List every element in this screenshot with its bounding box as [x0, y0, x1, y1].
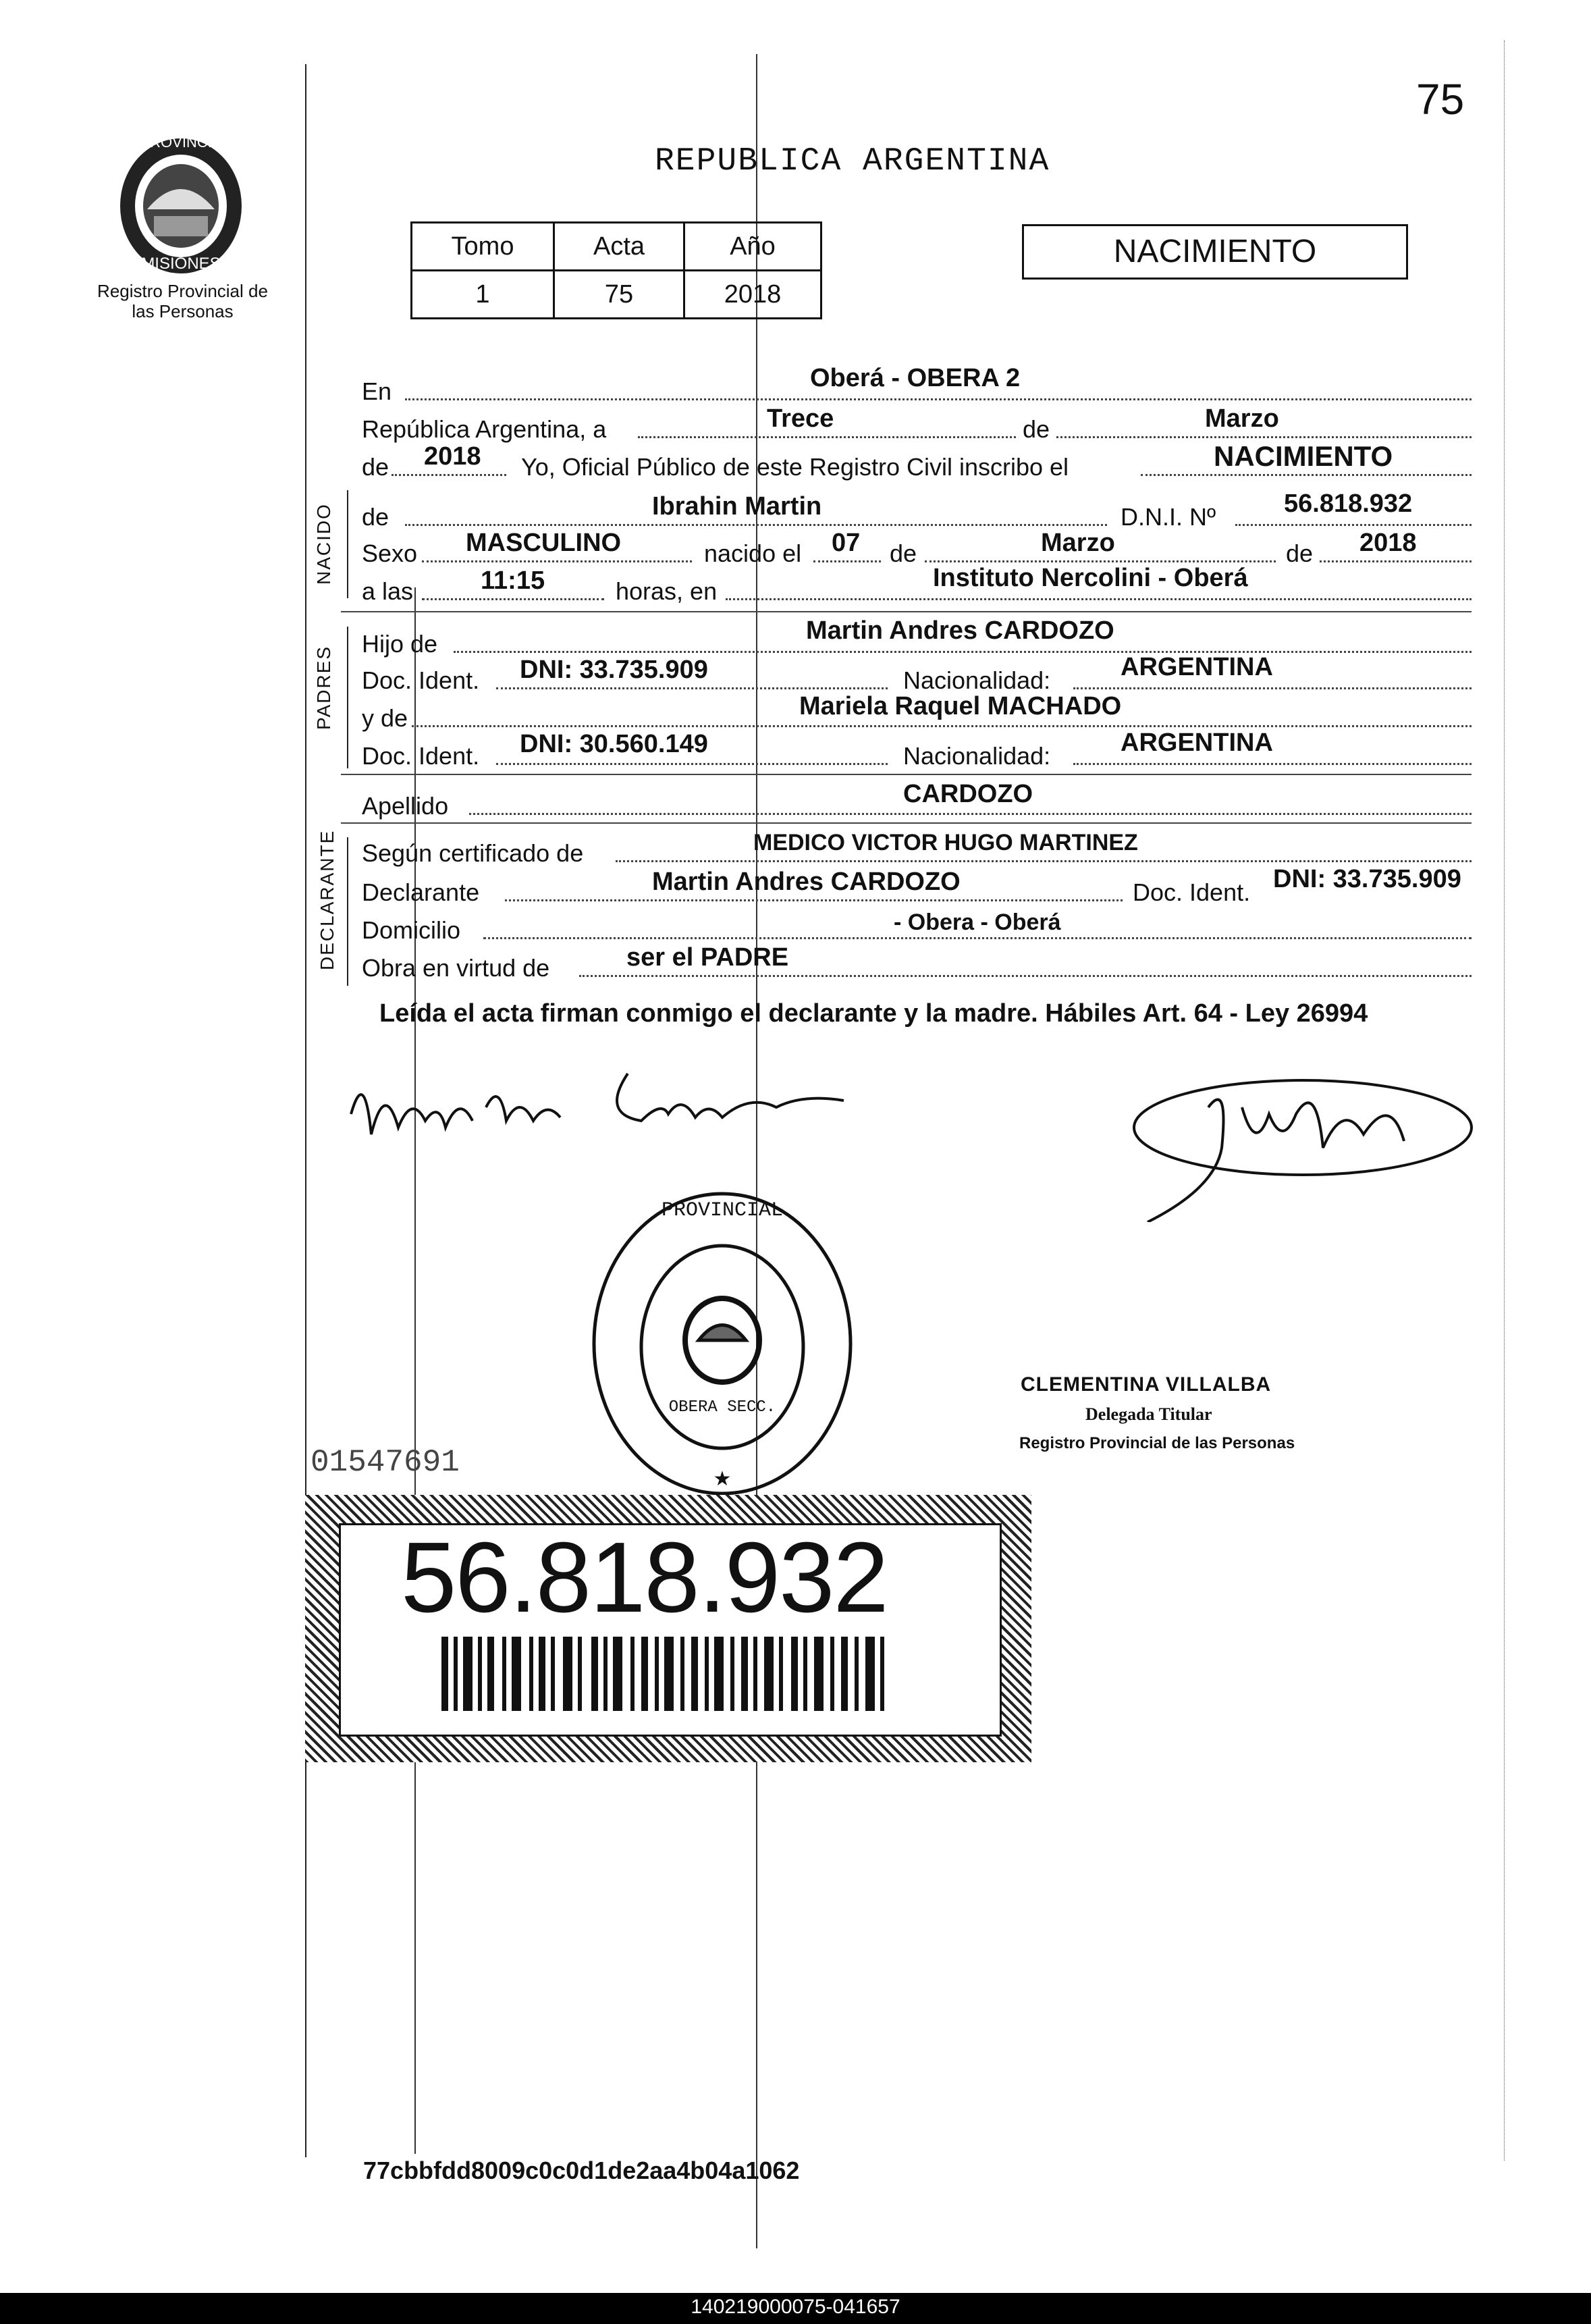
label-doc-ident-madre: Doc. Ident. [362, 742, 480, 770]
dotted-line [1235, 524, 1472, 526]
label-yo-oficial: Yo, Oficial Público de este Registro Civil inscribo el [521, 453, 1069, 481]
label-obra-virtud: Obra en virtud de [362, 954, 550, 982]
value-nombre: Ibrahin Martin [652, 492, 822, 521]
value-anio-nac: 2018 [1359, 529, 1417, 557]
dotted-line [422, 560, 692, 562]
svg-text:★: ★ [713, 1468, 732, 1490]
label-de3: de [1286, 539, 1314, 567]
dotted-line [1141, 474, 1472, 476]
tomo-acta-anio-table [410, 221, 822, 319]
label-nacionalidad-padre: Nacionalidad: [903, 666, 1051, 694]
value-certificado: MEDICO VICTOR HUGO MARTINEZ [753, 830, 1138, 855]
value-mes: Marzo [1205, 404, 1279, 433]
declarante-signature [344, 1053, 871, 1168]
label-declarante: Declarante [362, 878, 480, 906]
section-divider [341, 611, 1472, 612]
dotted-line [469, 813, 1472, 815]
value-apellido: CARDOZO [903, 780, 1033, 808]
header-tomo: Tomo [412, 223, 554, 271]
dotted-line [405, 398, 1472, 400]
dotted-line [1073, 763, 1472, 765]
label-segun-certificado: Según certificado de [362, 839, 584, 867]
value-madre-nac: ARGENTINA [1121, 729, 1273, 757]
logo-caption: Registro Provincial de las Personas [97, 281, 268, 321]
official-signature [1121, 1053, 1485, 1222]
value-anio: 2018 [684, 271, 821, 319]
stamp-official-org: Registro Provincial de las Personas [1019, 1434, 1295, 1452]
page-number: 75 [1416, 75, 1465, 124]
dotted-line [1320, 560, 1472, 562]
stamp-official-role: Delegada Titular [1085, 1404, 1212, 1424]
value-domicilio: - Obera - Oberá [894, 909, 1061, 935]
value-lugar-nac: Instituto Nercolini - Oberá [933, 564, 1248, 592]
value-anio: 2018 [424, 442, 481, 471]
header-acta: Acta [554, 223, 684, 271]
official-seal [587, 1188, 857, 1499]
label-a-las: a las [362, 577, 414, 605]
section-label-nacido: NACIDO [313, 503, 334, 585]
dotted-line [392, 474, 506, 476]
label-nacido-el: nacido el [704, 539, 802, 567]
dotted-line [496, 687, 888, 689]
closing-text: Leída el acta firman conmigo el declarante y la madre. Hábiles Art. 64 - Ley 26994 [379, 999, 1368, 1028]
dotted-line [1073, 687, 1472, 689]
serial-number: 01547691 [311, 1445, 460, 1480]
dotted-line [405, 524, 1107, 526]
label-doc-ident-declarante: Doc. Ident. [1133, 878, 1251, 906]
footer-id: 140219000075-041657 [691, 2296, 900, 2318]
svg-text:OBERA SECC.: OBERA SECC. [668, 1398, 776, 1417]
act-type-box: NACIMIENTO [1022, 224, 1408, 280]
value-lugar: Oberá - OBERA 2 [810, 364, 1021, 392]
svg-text:PROVINCIAL: PROVINCIAL [661, 1199, 784, 1222]
document-hash: 77cbbfdd8009c0c0d1de2aa4b04a1062 [363, 2157, 800, 2184]
dotted-line [1056, 436, 1472, 438]
label-dni: D.N.I. Nº [1121, 503, 1216, 531]
document-title: REPUBLICA ARGENTINA [655, 143, 1050, 180]
value-mes-nac: Marzo [1041, 529, 1115, 557]
dotted-line [496, 763, 888, 765]
label-en: En [362, 377, 392, 405]
value-virtud: ser el PADRE [626, 943, 789, 972]
header-anio: Año [684, 223, 821, 271]
value-padre-doc: DNI: 33.735.909 [520, 656, 708, 684]
value-sexo: MASCULINO [466, 529, 622, 557]
value-padre-nac: ARGENTINA [1121, 653, 1273, 681]
dotted-line [454, 651, 1472, 653]
section-bracket-declarante [347, 837, 348, 986]
province-logo [113, 128, 248, 277]
label-de-year: de [362, 453, 389, 481]
label-de2: de [890, 539, 917, 567]
section-bracket-padres [347, 627, 348, 768]
value-tipo: NACIMIENTO [1214, 440, 1393, 472]
value-padre: Martin Andres CARDOZO [806, 616, 1114, 645]
section-divider [341, 822, 1472, 824]
label-domicilio: Domicilio [362, 916, 461, 944]
section-bracket-nacido [347, 490, 348, 598]
label-doc-ident-padre: Doc. Ident. [362, 666, 480, 694]
value-hora: 11:15 [481, 566, 545, 595]
left-margin-line [305, 64, 306, 2157]
value-acta: 75 [554, 271, 684, 319]
label-nacionalidad-madre: Nacionalidad: [903, 742, 1051, 770]
dotted-line [925, 560, 1276, 562]
dotted-line [505, 899, 1123, 901]
label-hijo-de: Hijo de [362, 630, 438, 658]
value-declarante: Martin Andres CARDOZO [652, 868, 961, 896]
label-horas-en: horas, en [616, 577, 718, 605]
right-margin-line [1504, 41, 1505, 2161]
ticket-barcode [441, 1637, 884, 1711]
value-tomo: 1 [412, 271, 554, 319]
dotted-line [412, 725, 1472, 727]
dotted-line [726, 598, 1472, 600]
value-declarante-doc: DNI: 33.735.909 [1273, 865, 1461, 893]
label-sexo: Sexo [362, 539, 418, 567]
value-dia-letras: Trece [767, 404, 834, 433]
section-divider [341, 774, 1472, 775]
ticket-dni-number: 56.818.932 [401, 1522, 888, 1633]
dotted-line [638, 436, 1016, 438]
dotted-line [616, 860, 1472, 862]
svg-text:PROVINCIA: PROVINCIA [140, 134, 222, 151]
svg-text:MISIONES: MISIONES [141, 255, 221, 273]
label-republica: República Argentina, a [362, 415, 607, 443]
dotted-line [483, 937, 1472, 939]
label-de-month: de [1023, 415, 1050, 443]
label-apellido: Apellido [362, 792, 449, 820]
stamp-official-name: CLEMENTINA VILLALBA [1021, 1373, 1272, 1396]
label-de-name: de [362, 503, 389, 531]
value-dia-nac: 07 [832, 529, 861, 557]
dotted-line [579, 975, 1472, 977]
dotted-line [813, 560, 881, 562]
value-madre-doc: DNI: 30.560.149 [520, 730, 708, 758]
section-label-declarante: DECLARANTE [317, 829, 338, 970]
dotted-line [422, 598, 604, 600]
label-y-de: y de [362, 704, 408, 732]
value-dni: 56.818.932 [1284, 490, 1413, 518]
section-label-padres: PADRES [313, 645, 334, 730]
value-madre: Mariela Raquel MACHADO [799, 692, 1122, 720]
